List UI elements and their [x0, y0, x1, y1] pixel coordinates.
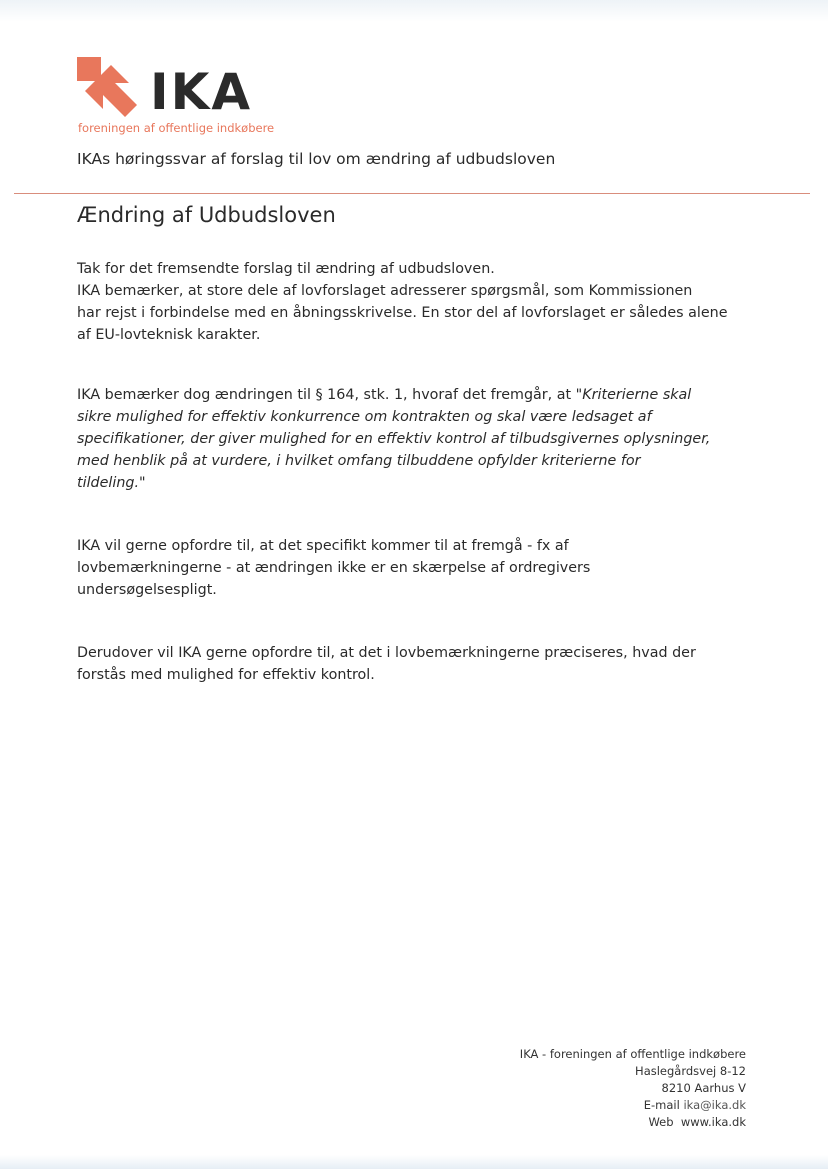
- logo-wordmark: IKA: [150, 63, 253, 121]
- ika-arrow-logo-icon: [77, 57, 137, 117]
- footer-email-link[interactable]: ika@ika.dk: [683, 1098, 746, 1112]
- scan-top-edge: [0, 0, 828, 22]
- footer-web-label: Web: [648, 1115, 674, 1129]
- paragraph-line: af EU-lovteknisk karakter.: [77, 327, 261, 343]
- paragraph-intro: [77, 258, 767, 346]
- paragraph-line: [77, 384, 767, 406]
- footer-street: Haslegårdsvej 8-12: [635, 1064, 746, 1078]
- quote-lead-text: IKA bemærker dog ændringen til § 164, stk. 1, hvoraf det fremgår, at ": [77, 387, 583, 403]
- paragraph-quote: [77, 384, 767, 494]
- quote-text: Kriterierne skal: [582, 387, 692, 403]
- ika-logo: [77, 57, 277, 139]
- footer-email-label: E-mail: [643, 1098, 680, 1112]
- footer-web-row: [520, 1114, 746, 1131]
- paragraph-line: har rejst i forbindelse med en åbningsskrivelse. En stor del af lovforslaget er således alene: [77, 305, 728, 321]
- paragraph-line: undersøgelsespligt.: [77, 582, 217, 598]
- paragraph-line: IKA bemærker, at store dele af lovforslaget adresserer spørgsmål, som Kommissionen: [77, 283, 693, 299]
- header-divider: [14, 193, 810, 194]
- scan-bottom-edge: [0, 1155, 828, 1169]
- footer-address: [520, 1046, 746, 1131]
- logo-tagline: foreningen af offentlige indkøbere: [78, 121, 275, 135]
- document-title: Ændring af Udbudsloven: [77, 203, 336, 227]
- footer-city: 8210 Aarhus V: [661, 1081, 746, 1095]
- paragraph-closing: [77, 642, 767, 686]
- paragraph-line: Derudover vil IKA gerne opfordre til, at det i lovbemærkningerne præciseres, hvad der: [77, 645, 696, 661]
- paragraph-line: lovbemærkningerne - at ændringen ikke er en skærpelse af ordregivers: [77, 560, 591, 576]
- footer-web-link[interactable]: www.ika.dk: [680, 1115, 746, 1129]
- quote-text: sikre mulighed for effektiv konkurrence om kontrakten og skal være ledsaget af: [77, 409, 652, 425]
- footer-email-row: [520, 1097, 746, 1114]
- paragraph-line: IKA vil gerne opfordre til, at det specifikt kommer til at fremgå - fx af: [77, 538, 569, 554]
- quote-text: specifikationer, der giver mulighed for en effektiv kontrol af tilbudsgivernes oplysninger,: [77, 431, 711, 447]
- footer-org: IKA - foreningen af offentlige indkøbere: [519, 1047, 746, 1061]
- quote-text: tildeling.": [77, 475, 146, 491]
- paragraph-line: forstås med mulighed for effektiv kontrol.: [77, 667, 375, 683]
- paragraph-line: Tak for det fremsendte forslag til ændring af udbudsloven.: [77, 261, 495, 277]
- quote-text: med henblik på at vurdere, i hvilket omfang tilbuddene opfylder kriterierne for: [77, 453, 641, 469]
- paragraph-request: [77, 535, 767, 601]
- document-header: IKAs høringssvar af forslag til lov om ændring af udbudsloven: [77, 150, 556, 168]
